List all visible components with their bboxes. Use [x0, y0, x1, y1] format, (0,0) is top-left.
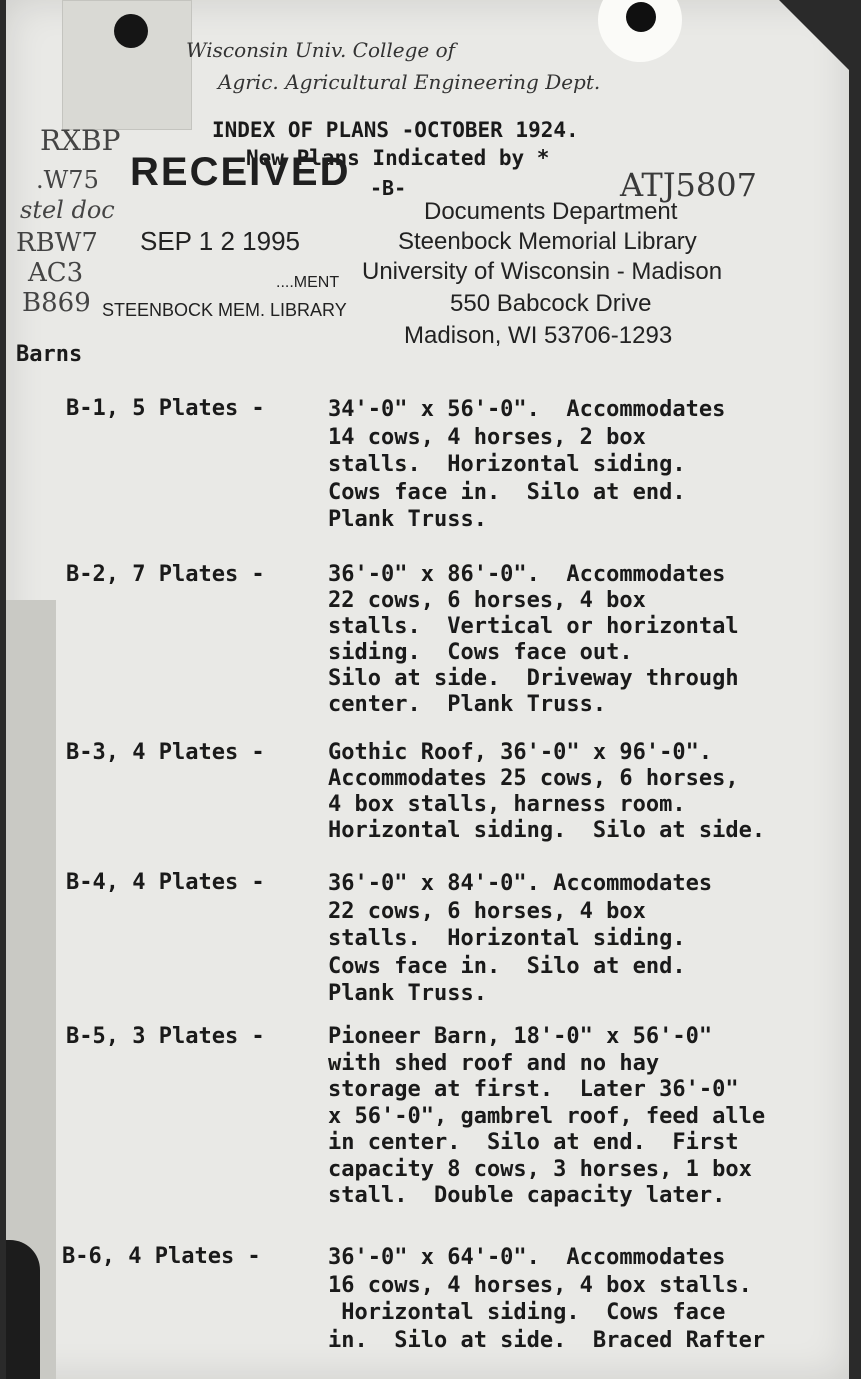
entry-line: Horizontal siding. Cows face: [328, 1300, 726, 1325]
entry-line: 16 cows, 4 horses, 4 box stalls.: [328, 1272, 752, 1298]
stamp-department: ....MENT: [276, 274, 340, 291]
call-number-line6: B869: [22, 288, 91, 318]
stamp-date: SEP 1 2 1995: [140, 226, 300, 256]
document-page: [6, 0, 849, 1379]
entry-line: capacity 8 cows, 3 horses, 1 box: [328, 1156, 752, 1182]
entry-code: B-3, 4 Plates -: [66, 740, 265, 765]
address-line2: Steenbock Memorial Library: [398, 228, 697, 255]
entry-line: in. Silo at side. Braced Rafter: [328, 1327, 766, 1353]
entry-description: [328, 1244, 765, 1354]
entry-code: B-2, 7 Plates -: [66, 562, 265, 587]
call-number-line2: .W75: [36, 166, 99, 194]
entry-line: 36'-0" x 84'-0". Accommodates: [328, 871, 713, 896]
entry-line: 36'-0" x 86'-0". Accommodates: [328, 562, 726, 587]
entry-line: stalls. Vertical or horizontal: [328, 614, 739, 639]
entry-line: stalls. Horizontal siding.: [328, 926, 686, 951]
entry-line: Cows face in. Silo at end.: [328, 479, 686, 505]
entry-line: Horizontal siding. Silo at side.: [328, 818, 766, 843]
entry-description: [328, 870, 712, 1008]
section-heading: Barns: [16, 342, 83, 367]
address-line3: University of Wisconsin - Madison: [362, 258, 723, 285]
scan-shadow: [6, 1240, 40, 1379]
entry-line: 4 box stalls, harness room.: [328, 792, 686, 817]
entry-description: [328, 396, 725, 534]
entry-code: B-5, 3 Plates -: [66, 1024, 265, 1049]
entry-line: siding. Cows face out.: [328, 640, 633, 665]
entry-line: storage at first. Later 36'-0": [328, 1077, 739, 1102]
entry-code: B-4, 4 Plates -: [66, 870, 265, 895]
page-title: INDEX OF PLANS -OCTOBER 1924.: [212, 118, 579, 142]
page-subtitle: New Plans Indicated by *: [246, 146, 550, 170]
entry-line: Cows face in. Silo at end.: [328, 953, 686, 979]
handwritten-code: ATJ5807: [620, 166, 757, 204]
entry-line: stall. Double capacity later.: [328, 1183, 726, 1208]
section-code: -B-: [370, 176, 407, 200]
handwritten-note-line1: Wisconsin Univ. College of: [186, 38, 456, 62]
entry-line: Plank Truss.: [328, 507, 487, 532]
punch-hole-right: [626, 2, 656, 32]
entry-line: 14 cows, 4 horses, 2 box: [328, 424, 646, 450]
entry-line: 22 cows, 6 horses, 4 box: [328, 898, 646, 924]
entry-line: x 56'-0", gambrel roof, feed alle: [328, 1103, 766, 1129]
entry-line: Silo at side. Driveway through: [328, 666, 739, 691]
punch-hole-left: [114, 14, 148, 48]
entry-line: 22 cows, 6 horses, 4 box: [328, 588, 646, 613]
folded-corner: [779, 0, 849, 70]
entry-line: with shed roof and no hay: [328, 1050, 660, 1076]
call-number-line4: RBW7: [16, 228, 98, 258]
entry-line: Plank Truss.: [328, 981, 487, 1006]
received-stamp: RECEIVED: [130, 150, 351, 194]
entry-line: Pioneer Barn, 18'-0" x 56'-0": [328, 1024, 713, 1049]
entry-line: in center. Silo at end. First: [328, 1130, 739, 1155]
address-line1: Documents Department: [424, 198, 678, 225]
call-number-line5: AC3: [28, 258, 84, 288]
handwritten-note-line2: Agric. Agricultural Engineering Dept.: [218, 70, 601, 94]
entry-code: B-6, 4 Plates -: [62, 1244, 261, 1269]
address-line5: Madison, WI 53706-1293: [404, 322, 673, 349]
entry-description: [328, 1024, 765, 1210]
entry-line: stalls. Horizontal siding.: [328, 452, 686, 477]
entry-line: Gothic Roof, 36'-0" x 96'-0".: [328, 740, 713, 765]
call-number-line1: RXBP: [40, 124, 121, 157]
entry-description: [328, 740, 765, 844]
entry-line: 36'-0" x 64'-0". Accommodates: [328, 1245, 726, 1270]
stamp-library: STEENBOCK MEM. LIBRARY: [102, 300, 347, 320]
entry-line: 34'-0" x 56'-0". Accommodates: [328, 397, 726, 422]
address-line4: 550 Babcock Drive: [450, 290, 652, 317]
entry-code: B-1, 5 Plates -: [66, 396, 265, 421]
call-number-line3: stel doc: [20, 196, 115, 224]
entry-description: [328, 562, 739, 718]
entry-line: Accommodates 25 cows, 6 horses,: [328, 766, 739, 791]
entry-line: center. Plank Truss.: [328, 692, 607, 717]
